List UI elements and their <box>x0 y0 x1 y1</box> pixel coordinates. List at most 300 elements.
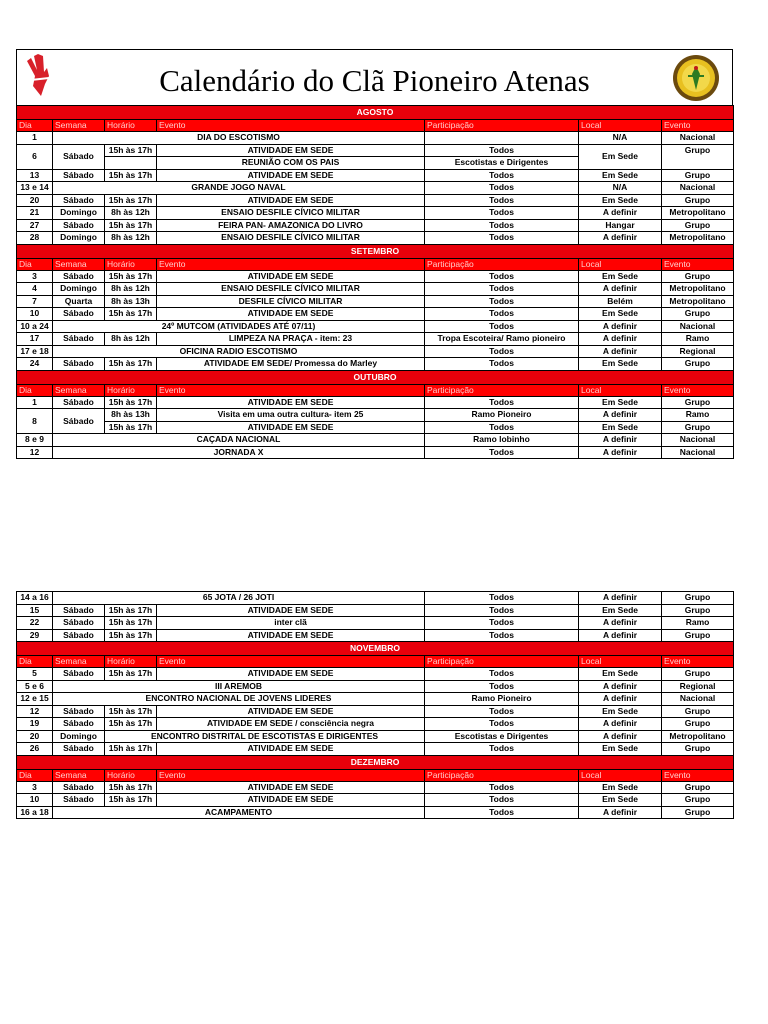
cell-tipo: Nacional <box>662 132 734 145</box>
cell-tipo: Grupo <box>662 629 734 642</box>
table-row <box>17 207 734 220</box>
col-semana: Semana <box>53 120 105 132</box>
cell-dia: 20 <box>17 730 53 743</box>
column-header-row <box>17 769 734 781</box>
cell-evento: ATIVIDADE EM SEDE <box>157 668 425 681</box>
cell-tipo: Nacional <box>662 693 734 706</box>
cell-participacao: Todos <box>425 169 579 182</box>
cell-dia: 20 <box>17 194 53 207</box>
cell-local: A definir <box>579 232 662 245</box>
column-header-row <box>17 120 734 132</box>
month-header-agosto <box>17 106 734 120</box>
table-row <box>17 794 734 807</box>
table-row <box>17 705 734 718</box>
cell-semana: Domingo <box>53 232 105 245</box>
cell-semana: Quarta <box>53 295 105 308</box>
cell-dia: 26 <box>17 743 53 756</box>
cell-participacao: Todos <box>425 629 579 642</box>
cell-participacao: Tropa Escoteira/ Ramo pioneiro <box>425 333 579 346</box>
cell-evento: OFICINA RADIO ESCOTISMO <box>53 345 425 358</box>
cell-participacao: Todos <box>425 668 579 681</box>
cell-horario: 8h às 13h <box>105 295 157 308</box>
table-row <box>17 421 734 434</box>
cell-participacao: Todos <box>425 295 579 308</box>
cell-semana: Domingo <box>53 207 105 220</box>
col-dia: Dia <box>17 769 53 781</box>
cell-tipo: Nacional <box>662 434 734 447</box>
cell-participacao: Todos <box>425 421 579 434</box>
col-participacao: Participação <box>425 120 579 132</box>
cell-evento: inter clã <box>157 617 425 630</box>
table-row <box>17 169 734 182</box>
cell-participacao: Todos <box>425 705 579 718</box>
calendar-table-1 <box>16 105 734 459</box>
cell-tipo: Ramo <box>662 409 734 422</box>
cell-dia: 27 <box>17 219 53 232</box>
cell-evento: ATIVIDADE EM SEDE / consciência negra <box>157 718 425 731</box>
cell-semana: Sábado <box>53 194 105 207</box>
table-row <box>17 144 734 157</box>
cell-dia: 8 <box>17 409 53 434</box>
cell-horario: 15h às 17h <box>105 144 157 157</box>
cell-horario: 15h às 17h <box>105 743 157 756</box>
cell-tipo: Grupo <box>662 144 734 169</box>
cell-horario: 15h às 17h <box>105 629 157 642</box>
cell-participacao: Todos <box>425 446 579 459</box>
cell-horario: 15h às 17h <box>105 270 157 283</box>
cell-evento: ENSAIO DESFILE CÍVICO MILITAR <box>157 232 425 245</box>
col-tipo: Evento <box>662 258 734 270</box>
cell-horario: 15h às 17h <box>105 194 157 207</box>
table-row <box>17 132 734 145</box>
cell-dia: 4 <box>17 283 53 296</box>
cell-local: Em Sede <box>579 604 662 617</box>
col-horario: Horário <box>105 120 157 132</box>
cell-dia: 13 e 14 <box>17 182 53 195</box>
cell-tipo: Regional <box>662 345 734 358</box>
cell-horario: 8h às 12h <box>105 207 157 220</box>
cell-evento: ACAMPAMENTO <box>53 806 425 819</box>
cell-semana: Domingo <box>53 283 105 296</box>
col-dia: Dia <box>17 120 53 132</box>
cell-participacao: Todos <box>425 794 579 807</box>
cell-participacao: Escotistas e Dirigentes <box>425 730 579 743</box>
cell-evento: ATIVIDADE EM SEDE <box>157 705 425 718</box>
cell-evento: CAÇADA NACIONAL <box>53 434 425 447</box>
cell-participacao: Todos <box>425 207 579 220</box>
table-row <box>17 668 734 681</box>
cell-dia: 15 <box>17 604 53 617</box>
table-row <box>17 617 734 630</box>
cell-dia: 16 a 18 <box>17 806 53 819</box>
month-header-novembro <box>17 642 734 656</box>
cell-dia: 1 <box>17 132 53 145</box>
cell-local: Em Sede <box>579 668 662 681</box>
col-dia: Dia <box>17 656 53 668</box>
cell-tipo: Metropolitano <box>662 207 734 220</box>
cell-evento: ENCONTRO DISTRITAL DE ESCOTISTAS E DIRIGENTES <box>105 730 425 743</box>
cell-evento: ATIVIDADE EM SEDE <box>157 604 425 617</box>
month-header-outubro <box>17 370 734 384</box>
cell-semana: Sábado <box>53 718 105 731</box>
month-header-dezembro <box>17 755 734 769</box>
cell-dia: 21 <box>17 207 53 220</box>
col-tipo: Evento <box>662 384 734 396</box>
month-title: DEZEMBRO <box>17 755 734 769</box>
cell-dia: 5 e 6 <box>17 680 53 693</box>
cell-evento: FEIRA PAN- AMAZONICA DO LIVRO <box>157 219 425 232</box>
cell-horario <box>105 157 157 170</box>
cell-local: A definir <box>579 592 662 605</box>
col-semana: Semana <box>53 258 105 270</box>
cell-participacao: Ramo Pioneiro <box>425 409 579 422</box>
cell-local: Em Sede <box>579 794 662 807</box>
cell-dia: 22 <box>17 617 53 630</box>
cell-participacao: Todos <box>425 592 579 605</box>
cell-tipo: Regional <box>662 680 734 693</box>
cell-local: N/A <box>579 182 662 195</box>
table-row <box>17 629 734 642</box>
cell-evento: GRANDE JOGO NAVAL <box>53 182 425 195</box>
cell-local: Em Sede <box>579 169 662 182</box>
cell-dia: 17 e 18 <box>17 345 53 358</box>
cell-dia: 3 <box>17 270 53 283</box>
col-local: Local <box>579 769 662 781</box>
month-title: SETEMBRO <box>17 244 734 258</box>
cell-dia: 12 <box>17 446 53 459</box>
cell-local: A definir <box>579 680 662 693</box>
table-row <box>17 320 734 333</box>
table-row <box>17 718 734 731</box>
cell-evento: ATIVIDADE EM SEDE <box>157 308 425 321</box>
table-row <box>17 345 734 358</box>
cell-participacao: Todos <box>425 182 579 195</box>
cell-horario: 15h às 17h <box>105 617 157 630</box>
month-header-setembro <box>17 244 734 258</box>
cell-dia: 6 <box>17 144 53 169</box>
cell-semana: Sábado <box>53 705 105 718</box>
cell-evento: ATIVIDADE EM SEDE/ Promessa do Marley <box>157 358 425 371</box>
cell-local: Em Sede <box>579 358 662 371</box>
cell-tipo: Nacional <box>662 182 734 195</box>
cell-local: A definir <box>579 207 662 220</box>
cell-dia: 10 a 24 <box>17 320 53 333</box>
cell-dia: 14 a 16 <box>17 592 53 605</box>
cell-participacao: Todos <box>425 806 579 819</box>
cell-local: A definir <box>579 434 662 447</box>
cell-dia: 19 <box>17 718 53 731</box>
cell-evento: DIA DO ESCOTISMO <box>53 132 425 145</box>
cell-tipo: Grupo <box>662 396 734 409</box>
cell-tipo: Grupo <box>662 781 734 794</box>
cell-evento: ATIVIDADE EM SEDE <box>157 144 425 157</box>
cell-tipo: Grupo <box>662 194 734 207</box>
cell-tipo: Grupo <box>662 219 734 232</box>
cell-local: A definir <box>579 345 662 358</box>
col-semana: Semana <box>53 384 105 396</box>
col-participacao: Participação <box>425 384 579 396</box>
cell-dia: 7 <box>17 295 53 308</box>
cell-evento: ENSAIO DESFILE CÍVICO MILITAR <box>157 283 425 296</box>
cell-local: Em Sede <box>579 396 662 409</box>
cell-participacao: Todos <box>425 194 579 207</box>
col-dia: Dia <box>17 384 53 396</box>
cell-tipo: Metropolitano <box>662 283 734 296</box>
cell-evento: 65 JOTA / 26 JOTI <box>53 592 425 605</box>
cell-semana: Sábado <box>53 781 105 794</box>
cell-horario: 15h às 17h <box>105 219 157 232</box>
cell-participacao: Todos <box>425 320 579 333</box>
cell-participacao: Todos <box>425 743 579 756</box>
cell-semana: Sábado <box>53 169 105 182</box>
cell-local: A definir <box>579 283 662 296</box>
cell-semana: Sábado <box>53 794 105 807</box>
table-row <box>17 333 734 346</box>
col-tipo: Evento <box>662 120 734 132</box>
cell-semana: Sábado <box>53 333 105 346</box>
cell-tipo: Nacional <box>662 446 734 459</box>
col-local: Local <box>579 258 662 270</box>
cell-horario: 15h às 17h <box>105 705 157 718</box>
col-horario: Horário <box>105 769 157 781</box>
table-row <box>17 232 734 245</box>
cell-tipo: Grupo <box>662 169 734 182</box>
cell-dia: 1 <box>17 396 53 409</box>
col-semana: Semana <box>53 656 105 668</box>
table-row <box>17 194 734 207</box>
cell-tipo: Ramo <box>662 617 734 630</box>
cell-tipo: Grupo <box>662 592 734 605</box>
cell-horario: 8h às 13h <box>105 409 157 422</box>
cell-evento: ENSAIO DESFILE CÍVICO MILITAR <box>157 207 425 220</box>
cell-semana: Sábado <box>53 617 105 630</box>
cell-tipo: Ramo <box>662 333 734 346</box>
column-header-row <box>17 384 734 396</box>
cell-participacao: Todos <box>425 283 579 296</box>
cell-local: Em Sede <box>579 705 662 718</box>
col-tipo: Evento <box>662 656 734 668</box>
cell-horario: 15h às 17h <box>105 668 157 681</box>
cell-semana: Sábado <box>53 668 105 681</box>
table-row <box>17 592 734 605</box>
table-row <box>17 283 734 296</box>
cell-horario: 15h às 17h <box>105 358 157 371</box>
col-local: Local <box>579 656 662 668</box>
cell-participacao: Todos <box>425 718 579 731</box>
cell-local: A definir <box>579 320 662 333</box>
cell-horario: 15h às 17h <box>105 169 157 182</box>
cell-evento: ATIVIDADE EM SEDE <box>157 794 425 807</box>
cell-horario: 15h às 17h <box>105 718 157 731</box>
column-header-row <box>17 258 734 270</box>
calendar-table-2 <box>16 591 734 819</box>
cell-evento: ATIVIDADE EM SEDE <box>157 169 425 182</box>
col-dia: Dia <box>17 258 53 270</box>
cell-dia: 13 <box>17 169 53 182</box>
cell-tipo: Grupo <box>662 705 734 718</box>
page-title: Calendário do Clã Pioneiro Atenas <box>159 63 590 98</box>
table-row <box>17 295 734 308</box>
cell-local: A definir <box>579 806 662 819</box>
table-row <box>17 409 734 422</box>
col-participacao: Participação <box>425 656 579 668</box>
cell-horario: 15h às 17h <box>105 781 157 794</box>
cell-horario: 15h às 17h <box>105 421 157 434</box>
col-horario: Horário <box>105 384 157 396</box>
cell-dia: 5 <box>17 668 53 681</box>
cell-tipo: Nacional <box>662 320 734 333</box>
cell-dia: 24 <box>17 358 53 371</box>
cell-semana: Sábado <box>53 743 105 756</box>
cell-tipo: Grupo <box>662 718 734 731</box>
cell-local: Hangar <box>579 219 662 232</box>
cell-local: A definir <box>579 629 662 642</box>
col-horario: Horário <box>105 258 157 270</box>
cell-local: Em Sede <box>579 781 662 794</box>
cell-semana: Sábado <box>53 270 105 283</box>
cell-dia: 8 e 9 <box>17 434 53 447</box>
month-title: NOVEMBRO <box>17 642 734 656</box>
cell-evento: ATIVIDADE EM SEDE <box>157 629 425 642</box>
cell-local: Em Sede <box>579 270 662 283</box>
cell-tipo: Metropolitano <box>662 730 734 743</box>
cell-dia: 3 <box>17 781 53 794</box>
cell-dia: 28 <box>17 232 53 245</box>
month-title: AGOSTO <box>17 106 734 120</box>
cell-local: A definir <box>579 730 662 743</box>
cell-dia: 10 <box>17 794 53 807</box>
cell-horario: 15h às 17h <box>105 604 157 617</box>
cell-local: A definir <box>579 693 662 706</box>
table-row <box>17 446 734 459</box>
cell-horario: 15h às 17h <box>105 308 157 321</box>
cell-participacao: Escotistas e Dirigentes <box>425 157 579 170</box>
cell-tipo: Grupo <box>662 806 734 819</box>
cell-local: A definir <box>579 446 662 459</box>
cell-tipo: Grupo <box>662 308 734 321</box>
col-evento: Evento <box>157 258 425 270</box>
cell-dia: 17 <box>17 333 53 346</box>
cell-local: Belém <box>579 295 662 308</box>
cell-tipo: Metropolitano <box>662 295 734 308</box>
table-row <box>17 270 734 283</box>
cell-participacao <box>425 132 579 145</box>
cell-dia: 12 <box>17 705 53 718</box>
cell-evento: 24º MUTCOM (ATIVIDADES ATÉ 07/11) <box>53 320 425 333</box>
cell-participacao: Ramo lobinho <box>425 434 579 447</box>
cell-participacao: Ramo Pioneiro <box>425 693 579 706</box>
cell-tipo: Grupo <box>662 604 734 617</box>
cell-participacao: Todos <box>425 358 579 371</box>
cell-evento: ATIVIDADE EM SEDE <box>157 421 425 434</box>
cell-tipo: Grupo <box>662 794 734 807</box>
cell-participacao: Todos <box>425 219 579 232</box>
cell-evento: ATIVIDADE EM SEDE <box>157 781 425 794</box>
cell-evento: Visita em uma outra cultura- item 25 <box>157 409 425 422</box>
table-row <box>17 693 734 706</box>
table-row <box>17 219 734 232</box>
group-seal-icon <box>672 54 720 107</box>
cell-semana: Sábado <box>53 219 105 232</box>
cell-horario: 8h às 12h <box>105 283 157 296</box>
cell-evento: DESFILE CÍVICO MILITAR <box>157 295 425 308</box>
cell-horario: 8h às 12h <box>105 333 157 346</box>
cell-evento: LIMPEZA NA PRAÇA - item: 23 <box>157 333 425 346</box>
table-row <box>17 806 734 819</box>
cell-dia: 29 <box>17 629 53 642</box>
cell-local: A definir <box>579 333 662 346</box>
cell-evento: ENCONTRO NACIONAL DE JOVENS LIDERES <box>53 693 425 706</box>
cell-tipo: Grupo <box>662 668 734 681</box>
cell-evento: ATIVIDADE EM SEDE <box>157 743 425 756</box>
cell-local: A definir <box>579 617 662 630</box>
table-row <box>17 434 734 447</box>
col-local: Local <box>579 120 662 132</box>
table-row <box>17 604 734 617</box>
table-row <box>17 308 734 321</box>
table-row <box>17 730 734 743</box>
col-horario: Horário <box>105 656 157 668</box>
table-row <box>17 680 734 693</box>
cell-local: A definir <box>579 409 662 422</box>
col-evento: Evento <box>157 656 425 668</box>
cell-semana: Sábado <box>53 409 105 434</box>
cell-tipo: Grupo <box>662 358 734 371</box>
column-header-row <box>17 656 734 668</box>
cell-tipo: Grupo <box>662 421 734 434</box>
cell-evento: III AREMOB <box>53 680 425 693</box>
col-participacao: Participação <box>425 258 579 270</box>
cell-participacao: Todos <box>425 308 579 321</box>
col-evento: Evento <box>157 384 425 396</box>
col-evento: Evento <box>157 769 425 781</box>
cell-tipo: Metropolitano <box>662 232 734 245</box>
cell-tipo: Grupo <box>662 743 734 756</box>
table-row <box>17 358 734 371</box>
cell-horario: 15h às 17h <box>105 396 157 409</box>
cell-semana: Sábado <box>53 396 105 409</box>
cell-semana: Sábado <box>53 604 105 617</box>
cell-local: Em Sede <box>579 308 662 321</box>
cell-evento: ATIVIDADE EM SEDE <box>157 270 425 283</box>
cell-horario: 8h às 12h <box>105 232 157 245</box>
cell-local: Em Sede <box>579 743 662 756</box>
cell-participacao: Todos <box>425 232 579 245</box>
cell-participacao: Todos <box>425 680 579 693</box>
col-semana: Semana <box>53 769 105 781</box>
col-participacao: Participação <box>425 769 579 781</box>
cell-evento: ATIVIDADE EM SEDE <box>157 194 425 207</box>
col-local: Local <box>579 384 662 396</box>
cell-semana: Sábado <box>53 629 105 642</box>
cell-evento: JORNADA X <box>53 446 425 459</box>
cell-local: A definir <box>579 718 662 731</box>
calendar-page-1 <box>16 49 733 459</box>
calendar-header <box>16 49 733 105</box>
cell-dia: 10 <box>17 308 53 321</box>
cell-tipo: Grupo <box>662 270 734 283</box>
cell-participacao: Todos <box>425 144 579 157</box>
col-tipo: Evento <box>662 769 734 781</box>
cell-participacao: Todos <box>425 617 579 630</box>
cell-local: Em Sede <box>579 421 662 434</box>
cell-local: N/A <box>579 132 662 145</box>
calendar-page-2 <box>16 591 733 819</box>
cell-semana: Sábado <box>53 358 105 371</box>
cell-semana: Sábado <box>53 308 105 321</box>
month-title: OUTUBRO <box>17 370 734 384</box>
cell-semana: Sábado <box>53 144 105 169</box>
